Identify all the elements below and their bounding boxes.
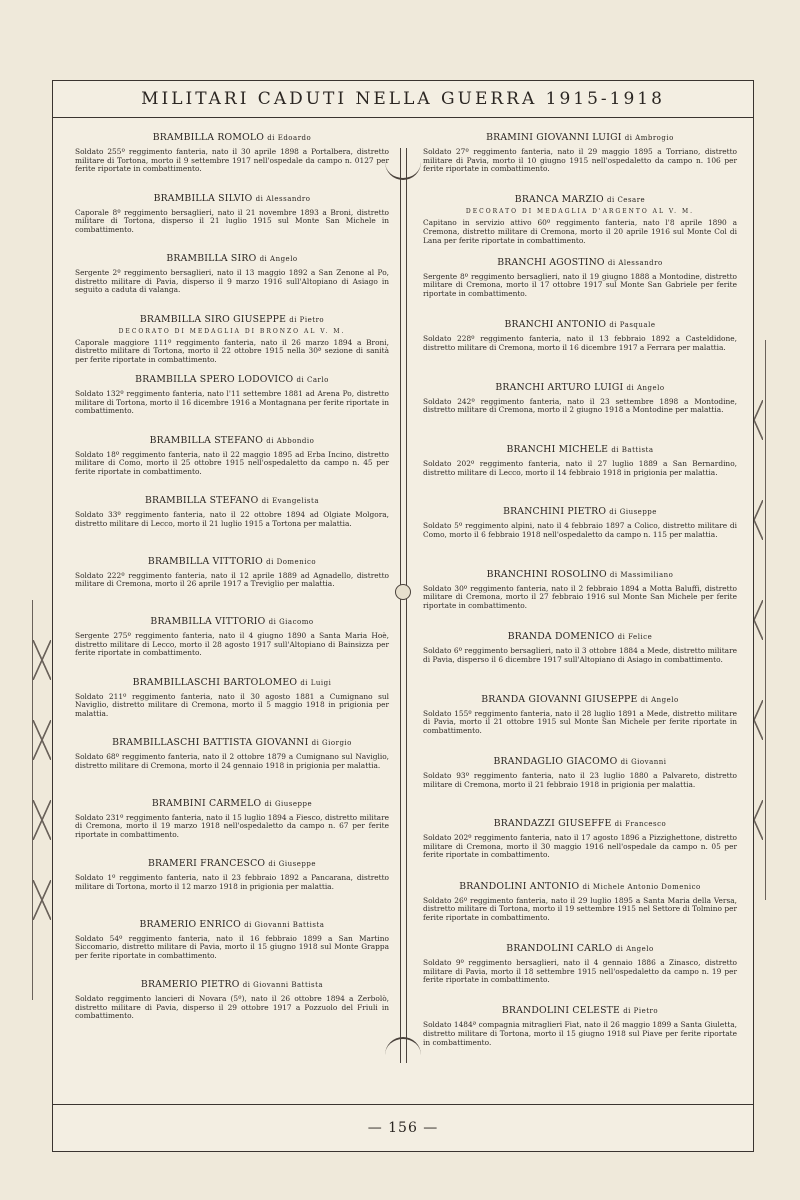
soldier-name xyxy=(75,435,389,446)
surname-given-name: BRANDAGLIO GIACOMO xyxy=(493,755,621,767)
soldier-name xyxy=(423,818,737,829)
soldier-name xyxy=(75,979,389,990)
entry-description: Soldato 18º reggimento fanteria, nato il 22 maggio 1895 ad Erba Incino, distretto militare di Como, morto il 25 ottobre 1915 nell'ospedaletto da campo n. 45 per ferite riportate in combattimento. xyxy=(75,449,389,476)
soldier-name xyxy=(75,616,389,627)
surname-given-name: BRAMERIO ENRICO xyxy=(139,918,245,930)
soldier-name xyxy=(75,556,389,567)
entry-description: Capitano in servizio attivo 60º reggimento fanteria, nato l'8 aprile 1890 a Cremona, distretto militare di Cremona, morto il 20 aprile 1916 sul Monte Col di Lana per ferite riportate in combattimento. xyxy=(423,218,737,245)
father-name: di Ambrogio xyxy=(624,134,674,142)
list-item xyxy=(75,616,389,677)
soldier-name xyxy=(423,631,737,642)
list-item xyxy=(75,374,389,435)
list-item xyxy=(423,756,737,818)
entry-description: Soldato 155º reggimento fanteria, nato il 28 luglio 1891 a Mede, distretto militare di Pavia, morto il 21 ottobre 1915 sul Monte San Michele per ferite riportate in combattimento. xyxy=(423,708,737,735)
entry-description: Soldato 231º reggimento fanteria, nato il 15 luglio 1894 a Fiesco, distretto militare di Cremona, morto il 19 marzo 1918 nell'ospedaletto da campo n. 67 per ferite riportate in combattimento. xyxy=(75,812,389,839)
list-item xyxy=(75,858,389,919)
left-column xyxy=(53,118,399,1103)
list-item xyxy=(423,569,737,631)
surname-given-name: BRANDOLINI CARLO xyxy=(506,943,616,955)
columns xyxy=(53,118,753,1103)
decoration: DECORATO DI MEDAGLIA DI BRONZO AL V. M. xyxy=(118,327,346,335)
soldier-name xyxy=(75,737,389,748)
father-name: di Giuseppe xyxy=(609,508,657,517)
entry-description: Soldato 9º reggimento bersaglieri, nato il 4 gennaio 1886 a Zinasco, distretto militare di Pavia, morto il 18 settembre 1915 nell'ospedaletto da campo n. 19 per ferite riportate in combattimento. xyxy=(423,958,737,985)
surname-given-name: BRANCHI AGOSTINO xyxy=(497,256,608,268)
surname-given-name: BRAMINI GIOVANNI LUIGI xyxy=(486,132,625,143)
father-name: di Carlo xyxy=(296,376,329,384)
divider-pole xyxy=(400,148,407,1063)
list-item xyxy=(423,818,737,880)
list-item xyxy=(423,943,737,1005)
entry-description: Soldato 211º reggimento fanteria, nato il 30 agosto 1881 a Cumignano sul Naviglio, distretto militare di Cremona, morto il 5 maggio 1918 in prigionia per malattia. xyxy=(75,691,389,718)
father-name: di Giovanni Battista xyxy=(244,920,325,929)
surname-given-name: BRAMBILLA STEFANO xyxy=(149,434,267,446)
list-item xyxy=(75,556,389,617)
surname-given-name: BRAMBILLASCHI BATTISTA GIOVANNI xyxy=(112,737,312,748)
list-item xyxy=(423,132,737,194)
list-item xyxy=(75,677,389,738)
soldier-name xyxy=(75,677,389,688)
father-name: di Giuseppe xyxy=(268,860,316,868)
father-name: di Francesco xyxy=(614,820,667,829)
father-name: di Luigi xyxy=(300,678,332,687)
surname-given-name: BRAMBILLA SILVIO xyxy=(153,192,256,204)
list-item xyxy=(423,319,737,381)
surname-given-name: BRAMERI FRANCESCO xyxy=(148,858,269,869)
list-item xyxy=(423,1005,737,1067)
right-column xyxy=(407,118,753,1103)
entry-description: Soldato 202º reggimento fanteria, nato il 17 agosto 1896 a Pizzighettone, distretto militare di Cremona, morto il 30 maggio 1916 nell'ospedale da campo n. 05 per ferite riportate in combattimento. xyxy=(423,833,737,860)
list-item xyxy=(423,257,737,319)
father-name: di Cesare xyxy=(607,196,646,205)
surname-given-name: BRANCHINI PIETRO xyxy=(503,506,610,518)
list-item xyxy=(423,881,737,943)
soldier-name xyxy=(423,881,737,892)
soldier-name xyxy=(75,798,389,809)
entry-description: Soldato 1484ª compagnia mitraglieri Fiat, nato il 26 maggio 1899 a Santa Giuletta, distretto militare di Tortona, morto il 15 giugno 1918 sul Piave per ferite riportate in combattimento. xyxy=(423,1020,737,1047)
surname-given-name: BRAMBINI CARMELO xyxy=(151,797,265,809)
entry-description: Soldato 1º reggimento fanteria, nato il 23 febbraio 1892 a Pancarana, distretto militare di Tortona, morto il 12 marzo 1918 in prigionia per malattia. xyxy=(75,873,389,891)
entry-description: Soldato 27º reggimento fanteria, nato il 29 maggio 1895 a Torriano, distretto militare di Pavia, morto il 10 giugno 1915 nell'ospedaletto da campo n. 106 per ferite riportate in combattimento. xyxy=(423,147,737,174)
surname-given-name: BRANDA GIOVANNI GIUSEPPE xyxy=(481,693,641,705)
surname-given-name: BRAMBILLA ROMOLO xyxy=(152,132,268,143)
entry-description: Soldato 222º reggimento fanteria, nato il 12 aprile 1889 ad Agnadello, distretto militare di Cremona, morto il 26 aprile 1917 a Treviglio per malattia. xyxy=(75,570,389,589)
page-title: MILITARI CADUTI NELLA GUERRA 1915-1918 xyxy=(141,89,665,109)
list-item xyxy=(75,798,389,859)
surname-given-name: BRANCHI ANTONIO xyxy=(504,319,610,331)
entry-description: Soldato 255º reggimento fanteria, nato il 30 aprile 1898 a Portalbera, distretto militare di Tortona, morto il 9 settembre 1917 nell'ospedale da campo n. 0127 per ferite riportate in combattimento. xyxy=(75,147,389,174)
soldier-name xyxy=(423,319,737,330)
father-name: di Angelo xyxy=(615,945,654,954)
soldier-name xyxy=(423,506,737,517)
surname-given-name: BRAMERIO PIETRO xyxy=(140,979,243,990)
father-name: di Pietro xyxy=(623,1007,659,1016)
soldier-name xyxy=(75,253,389,264)
list-item xyxy=(423,506,737,568)
soldier-name xyxy=(423,694,737,705)
surname-given-name: BRAMBILLA VITTORIO xyxy=(147,555,267,567)
page-frame xyxy=(52,80,754,1152)
soldier-name xyxy=(423,257,737,268)
list-item xyxy=(75,495,389,556)
soldier-name xyxy=(423,943,737,954)
entry-description: Soldato 54º reggimento fanteria, nato il 16 febbraio 1899 a San Martino Siccomario, distretto militare di Pavia, morto il 15 giugno 1918 sul Monte Grappa per ferite riportate in combattimento. xyxy=(75,933,389,960)
list-item xyxy=(75,314,389,375)
list-item xyxy=(423,444,737,506)
list-item xyxy=(75,132,389,193)
page-number: — 156 — xyxy=(367,1120,439,1136)
father-name: di Abbondio xyxy=(266,436,315,445)
father-name: di Michele Antonio Domenico xyxy=(582,882,701,891)
father-name: di Giovanni Battista xyxy=(242,981,324,989)
entry-description: Soldato 26º reggimento fanteria, nato il 29 luglio 1895 a Santa Maria della Versa, distretto militare di Tortona, morto il 19 settembre 1915 nel Settore di Tolmino per ferite riportate in combattimento. xyxy=(423,895,737,922)
list-item xyxy=(75,737,389,798)
soldier-name xyxy=(75,919,389,930)
entry-description: Caporale 8º reggimento bersaglieri, nato il 21 novembre 1893 a Broni, distretto militare di Tortona, disperso il 21 luglio 1915 sul Monte San Michele in combattimento. xyxy=(75,207,389,234)
list-item xyxy=(75,919,389,980)
list-item xyxy=(423,631,737,693)
surname-given-name: BRANDOLINI CELESTE xyxy=(501,1005,624,1017)
surname-given-name: BRANDAZZI GIUSEFFE xyxy=(493,818,615,830)
surname-given-name: BRAMBILLA SIRO GIUSEPPE xyxy=(139,313,290,325)
soldier-name xyxy=(423,132,737,143)
surname-given-name: BRAMBILLA STEFANO xyxy=(145,495,262,506)
list-item xyxy=(75,979,389,1040)
soldier-name xyxy=(423,444,737,455)
father-name: di Battista xyxy=(611,445,654,454)
surname-given-name: BRAMBILLA SPERO LODOVICO xyxy=(135,374,297,385)
soldier-name xyxy=(423,194,737,205)
father-name: di Giuseppe xyxy=(264,799,313,808)
entry-description: Soldato 6º reggimento bersaglieri, nato il 3 ottobre 1884 a Mede, distretto militare di Pavia, disperso il 6 dicembre 1917 sull'Altopiano di Asiago in combattimento. xyxy=(423,646,737,664)
surname-given-name: BRANCHINI ROSOLINO xyxy=(486,568,610,580)
soldier-name xyxy=(423,1005,737,1016)
father-name: di Pasquale xyxy=(609,321,656,330)
father-name: di Giacomo xyxy=(268,618,314,626)
entry-description: Sergente 8º reggimento bersaglieri, nato il 19 giugno 1888 a Montodine, distretto militare di Cremona, morto il 17 ottobre 1917 sul Monte San Gabriele per ferite riportate in combattimento. xyxy=(423,271,737,298)
father-name: di Giorgio xyxy=(311,739,352,747)
entry-description: Soldato 242º reggimento fanteria, nato il 23 settembre 1898 a Montodine, distretto militare di Cremona, morto il 2 giugno 1918 a Montodine per malattia. xyxy=(423,396,737,415)
father-name: di Angelo xyxy=(259,255,298,263)
left-margin-ornament xyxy=(32,600,54,1000)
soldier-name xyxy=(423,382,737,393)
entry-description: Soldato 30º reggimento fanteria, nato il 2 febbraio 1894 a Motta Baluffi, distretto militare di Cremona, morto il 27 febbraio 1916 sul Monte San Michele per ferite riportate in combattimento. xyxy=(423,583,737,610)
list-item xyxy=(423,694,737,756)
surname-given-name: BRANCA MARZIO xyxy=(514,194,607,206)
list-item xyxy=(75,435,389,496)
soldier-name xyxy=(423,756,737,767)
rosette-icon xyxy=(395,584,411,600)
surname-given-name: BRANCHI MICHELE xyxy=(506,443,612,455)
surname-given-name: BRANDOLINI ANTONIO xyxy=(459,880,583,892)
entry-description: Sergente 2º reggimento bersaglieri, nato il 13 maggio 1892 a San Zenone al Po, distretto militare di Pavia, disperso il 9 marzo 1916 sull'Altopiano di Asiago in seguito a caduta di valanga. xyxy=(75,268,389,295)
father-name: di Evangelista xyxy=(261,497,319,505)
father-name: di Pietro xyxy=(289,315,325,324)
father-name: di Angelo xyxy=(640,695,679,704)
entry-description: Soldato 33º reggimento fanteria, nato il 22 ottobre 1894 ad Olgiate Molgora, distretto militare di Lecco, morto il 21 luglio 1915 a Tortona per malattia. xyxy=(75,510,389,528)
soldier-name xyxy=(75,495,389,506)
decoration: DECORATO DI MEDAGLIA D'ARGENTO AL V. M. xyxy=(465,208,695,216)
soldier-name xyxy=(75,858,389,869)
father-name: di Angelo xyxy=(626,383,665,392)
list-item xyxy=(423,194,737,256)
soldier-name xyxy=(75,193,389,204)
list-item xyxy=(75,193,389,254)
father-name: di Massimiliano xyxy=(609,570,674,579)
entry-description: Caporale maggiore 111º reggimento fanteria, nato il 26 marzo 1894 a Broni, distretto militare di Tortona, morto il 22 ottobre 1915 nella 30ª sezione di sanità per ferite riportate in combattimento. xyxy=(75,337,389,364)
column-divider-ornament xyxy=(399,118,407,1103)
father-name: di Alessandro xyxy=(255,194,311,203)
soldier-name xyxy=(75,132,389,143)
page-footer xyxy=(53,1104,753,1151)
page-header xyxy=(53,81,753,118)
surname-given-name: BRAMBILLA SIRO xyxy=(166,253,260,264)
father-name: di Domenico xyxy=(266,557,317,566)
entry-description: Soldato 93º reggimento fanteria, nato il 23 luglio 1880 a Palvareto, distretto militare di Cremona, morto il 21 febbraio 1918 in prigionia per malattia. xyxy=(423,770,737,789)
father-name: di Felice xyxy=(617,633,653,642)
list-item xyxy=(75,253,389,314)
list-item xyxy=(423,382,737,444)
entry-description: Soldato 5º reggimento alpini, nato il 4 febbraio 1897 a Colico, distretto militare di Como, morto il 6 febbraio 1918 nell'ospedaletto da campo n. 115 per malattia. xyxy=(423,521,737,539)
father-name: di Edoardo xyxy=(267,134,312,142)
entry-description: Soldato 228º reggimento fanteria, nato il 13 febbraio 1892 a Casteldidone, distretto militare di Cremona, morto il 16 dicembre 1917 a Ferrara per malattia. xyxy=(423,334,737,352)
entry-description: Soldato 132º reggimento fanteria, nato l'11 settembre 1881 ad Arena Po, distretto militare di Tortona, morto il 16 dicembre 1916 a Montagnana per ferite riportate in combattimento. xyxy=(75,389,389,416)
surname-given-name: BRANDA DOMENICO xyxy=(507,631,618,643)
soldier-name xyxy=(75,314,389,325)
surname-given-name: BRAMBILLA VITTORIO xyxy=(150,616,269,627)
father-name: di Giovanni xyxy=(620,757,667,766)
entry-description: Soldato 202º reggimento fanteria, nato il 27 luglio 1889 a San Bernardino, distretto militare di Lecco, morto il 14 febbraio 1918 in prigionia per malattia. xyxy=(423,458,737,477)
entry-description: Sergente 275º reggimento fanteria, nato il 4 giugno 1890 a Santa Maria Hoè, distretto militare di Lecco, morto il 28 agosto 1917 sull'Altopiano di Bainsizza per ferite riportate in combattimento. xyxy=(75,631,389,658)
father-name: di Alessandro xyxy=(607,258,663,267)
surname-given-name: BRANCHI ARTURO LUIGI xyxy=(495,381,627,393)
soldier-name xyxy=(423,569,737,580)
surname-given-name: BRAMBILLASCHI BARTOLOMEO xyxy=(132,676,301,688)
soldier-name xyxy=(75,374,389,385)
entry-description: Soldato reggimento lancieri di Novara (5º), nato il 26 ottobre 1894 a Zerbolò, distretto militare di Pavia, disperso il 29 ottobre 1917 a Pozzuolo del Friuli in combattimento. xyxy=(75,994,389,1021)
entry-description: Soldato 68º reggimento fanteria, nato il 2 ottobre 1879 a Cumignano sul Naviglio, distretto militare di Cremona, morto il 24 gennaio 1918 in prigionia per malattia. xyxy=(75,752,389,770)
